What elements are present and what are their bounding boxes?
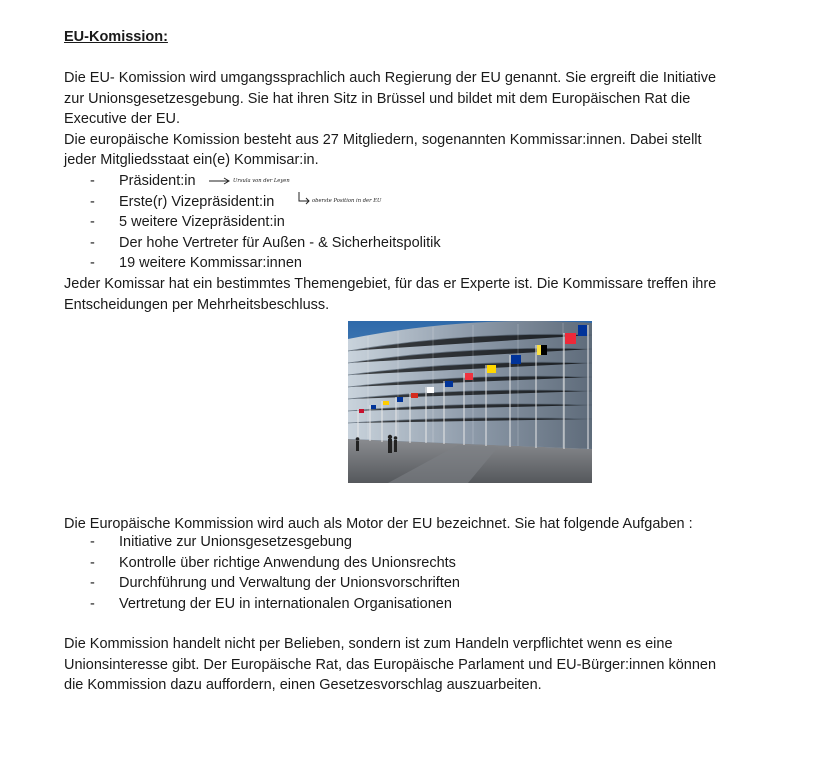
list-item: - Erste(r) Vizepräsident:in — [64, 192, 441, 213]
list-dash: - — [90, 234, 95, 251]
list-dash: - — [90, 193, 95, 210]
list-dash: - — [90, 575, 95, 591]
list-dash: - — [90, 595, 95, 612]
text-line: jeder Mitgliedsstaat ein(e) Kommisar:in. — [64, 152, 319, 168]
closing-paragraph — [64, 634, 764, 696]
bent-arrow-icon — [297, 191, 311, 207]
list-item: - Präsident:in — [64, 171, 441, 192]
list-item: - Kontrolle über richtige Anwendung des Unionsrechts — [64, 553, 460, 574]
list-item: - 5 weitere Vizepräsident:in — [64, 212, 441, 233]
text-line: Die Europäische Kommission wird auch als Motor der EU bezeichnet. Sie hat folgende Aufgaben : — [64, 516, 693, 532]
text-line: zur Unionsgesetzesgebung. Sie hat ihren Sitz in Brüssel und bildet mit dem Europäischen Rat die — [64, 90, 691, 107]
list-dash: - — [90, 554, 95, 571]
text-line: Unionsinteresse gibt. Der Europäische Rat, das Europäische Parlament und EU-Bürger:innen können — [64, 656, 717, 673]
members-list — [64, 171, 441, 274]
text-line: Entscheidungen per Mehrheitsbeschluss. — [64, 296, 330, 313]
list-item: - 19 weitere Kommissar:innen — [64, 253, 441, 274]
list-item: - Durchführung und Verwaltung der Unionsvorschriften — [64, 573, 460, 594]
berlaymont-photo — [348, 321, 592, 483]
handwritten-note-president: Ursula von der Leyen — [233, 178, 290, 184]
list-dash: - — [90, 255, 95, 271]
text-line: die Kommission dazu auffordern, einen Gesetzesvorschlag auszuarbeiten. — [64, 677, 542, 693]
text-line: Die europäische Komission besteht aus 27 Mitgliedern, sogenannten Kommissar:innen. Dabei stellt — [64, 131, 702, 148]
text-line: Executive der EU. — [64, 111, 181, 127]
list-item: - Initiative zur Unionsgesetzesgebung — [64, 532, 460, 553]
expert-paragraph — [64, 274, 764, 315]
list-dash: - — [90, 534, 95, 550]
text-line: Jeder Komissar hat ein bestimmtes Themengebiet, für das er Experte ist. Die Kommissare treffen ihre — [64, 276, 717, 292]
tasks-list — [64, 532, 460, 614]
list-dash: - — [90, 173, 95, 189]
list-item: - Vertretung der EU in internationalen Organisationen — [64, 594, 460, 615]
text-line: Die Kommission handelt nicht per Belieben, sondern ist zum Handeln verpflichtet wenn es eine — [64, 636, 673, 652]
intro-paragraph — [64, 68, 764, 171]
handwritten-note-first-vp: oberste Position in der EU — [312, 198, 382, 204]
text-line: Die EU- Komission wird umgangssprachlich auch Regierung der EU genannt. Sie ergreift die Initiative — [64, 70, 717, 86]
page-title: EU-Komission: — [64, 29, 168, 45]
list-item: - Der hohe Vertreter für Außen - & Sicherheitspolitik — [64, 233, 441, 254]
list-dash: - — [90, 214, 95, 230]
arrow-right-icon — [208, 176, 232, 186]
